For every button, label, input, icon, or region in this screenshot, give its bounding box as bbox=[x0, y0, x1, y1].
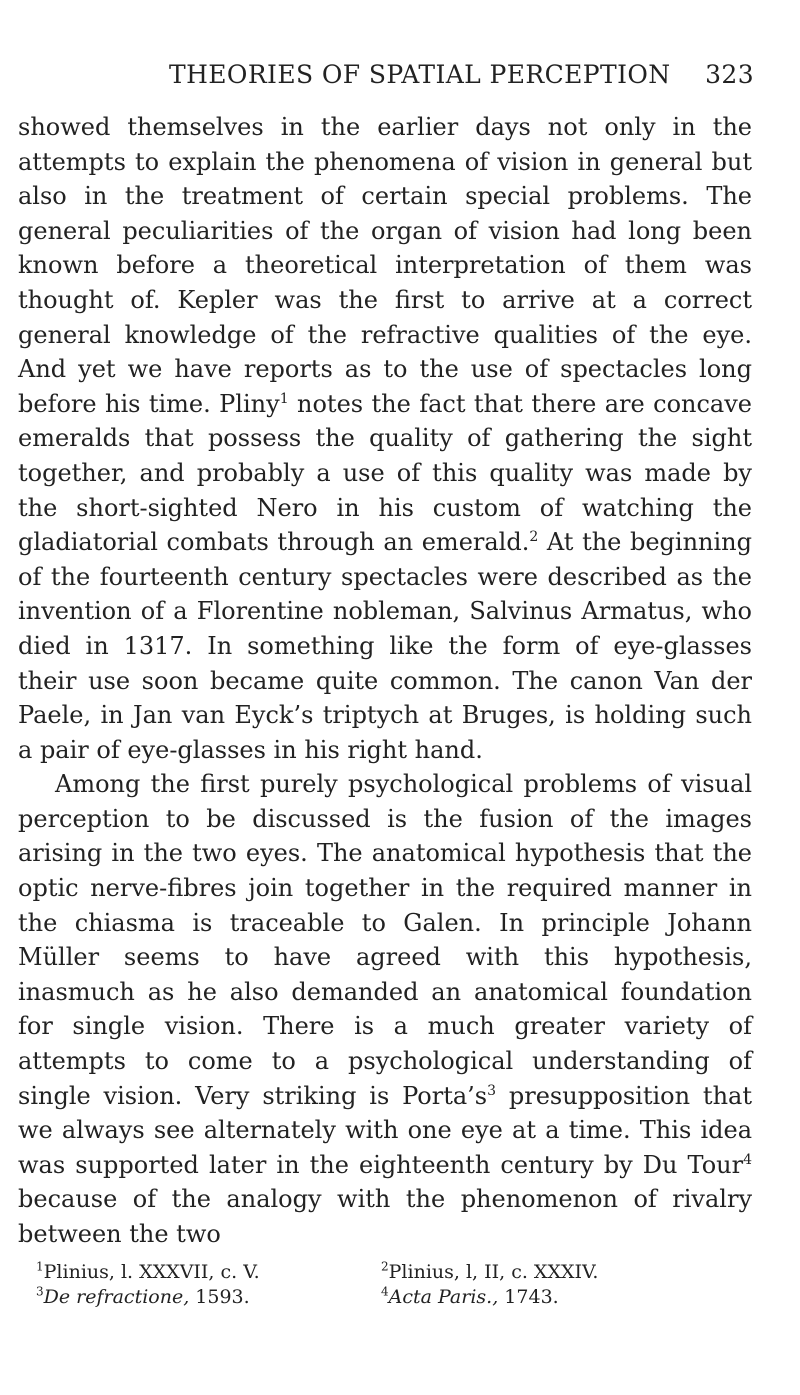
footnote-mark: 1 bbox=[36, 1259, 44, 1274]
paragraph-2-text-b: presupposition that we always see alternately with one eye at a time. This idea was supported later in the eighteenth century by Du Tour bbox=[18, 1081, 752, 1179]
paragraph-2-text-c: because of the analogy with the phenomenon of rivalry between the two bbox=[18, 1185, 752, 1248]
footnote-ref-2: 2 bbox=[529, 529, 539, 546]
footnotes bbox=[18, 1260, 752, 1310]
body-text bbox=[18, 110, 752, 1252]
footnote-4 bbox=[381, 1285, 726, 1310]
paragraph-1-text-b: notes the fact that there are concave emeralds that possess the quality of gathering the sight together, and probably a use of this quality was made by the short-sighted Nero in his custom of watching the gladiatorial combats through an emerald. bbox=[18, 389, 753, 557]
footnote-mark: 2 bbox=[381, 1259, 389, 1274]
footnote-text: Plinius, l, II, c. XXXIV. bbox=[388, 1260, 599, 1283]
footnote-3 bbox=[36, 1285, 381, 1310]
footnote-title: Acta Paris., bbox=[388, 1285, 499, 1308]
paragraph-1-text-a: showed themselves in the earlier days not only in the attempts to explain the phenomena of vision in general but also in the treatment of certain special problems. The general peculiarities of the organ of vision had long been known before a theoretical interpretation of them was thought of. Kepler was the first to arrive at a correct general knowledge of the refractive qualities of the eye. And yet we have reports as to the use of spectacles long before his time. Pliny bbox=[18, 113, 752, 418]
page-number: 323 bbox=[705, 60, 754, 89]
footnote-2 bbox=[381, 1260, 726, 1285]
book-page bbox=[18, 60, 752, 1310]
footnote-ref-4: 4 bbox=[743, 1151, 752, 1168]
paragraph-1 bbox=[18, 110, 752, 767]
page-header bbox=[18, 60, 752, 96]
footnote-text: 1593. bbox=[189, 1285, 250, 1308]
paragraph-1-text-c: At the beginning of the fourteenth century spectacles were described as the invention of a Florentine nobleman, Salvinus Armatus, who died in 1317. In something like the form of eye-glasses their use soon became quite common. The canon Van der Paele, in Jan van Eyck’s triptych at Bruges, is holding such a pair of eye-glasses in his right hand. bbox=[18, 528, 753, 764]
footnote-mark: 3 bbox=[36, 1284, 44, 1299]
footnote-row bbox=[36, 1260, 752, 1285]
paragraph-2-text-a: Among the first purely psychological problems of visual perception to be discussed is the fusion of the images arising in the two eyes. The anatomical hypothesis that the optic nerve-fibres join together in the required manner in the chiasma is traceable to Galen. In principle Johann Müller seems to have agreed with this hypothesis, inasmuch as he also demanded an anatomical foundation for single vision. There is a much greater variety of attempts to come to a psychological understanding of single vision. Very striking is Porta’s bbox=[18, 770, 752, 1110]
footnote-text: Plinius, l. XXXVII, c. V. bbox=[43, 1260, 260, 1283]
footnote-ref-1: 1 bbox=[279, 390, 289, 407]
footnote-ref-3: 3 bbox=[487, 1082, 497, 1099]
running-title: THEORIES OF SPATIAL PERCEPTION bbox=[169, 60, 671, 89]
footnote-mark: 4 bbox=[381, 1284, 389, 1299]
footnote-text: 1743. bbox=[498, 1285, 559, 1308]
footnote-title: De refractione, bbox=[43, 1285, 190, 1308]
footnote-row bbox=[36, 1285, 752, 1310]
paragraph-2 bbox=[18, 767, 752, 1251]
footnote-1 bbox=[36, 1260, 381, 1285]
